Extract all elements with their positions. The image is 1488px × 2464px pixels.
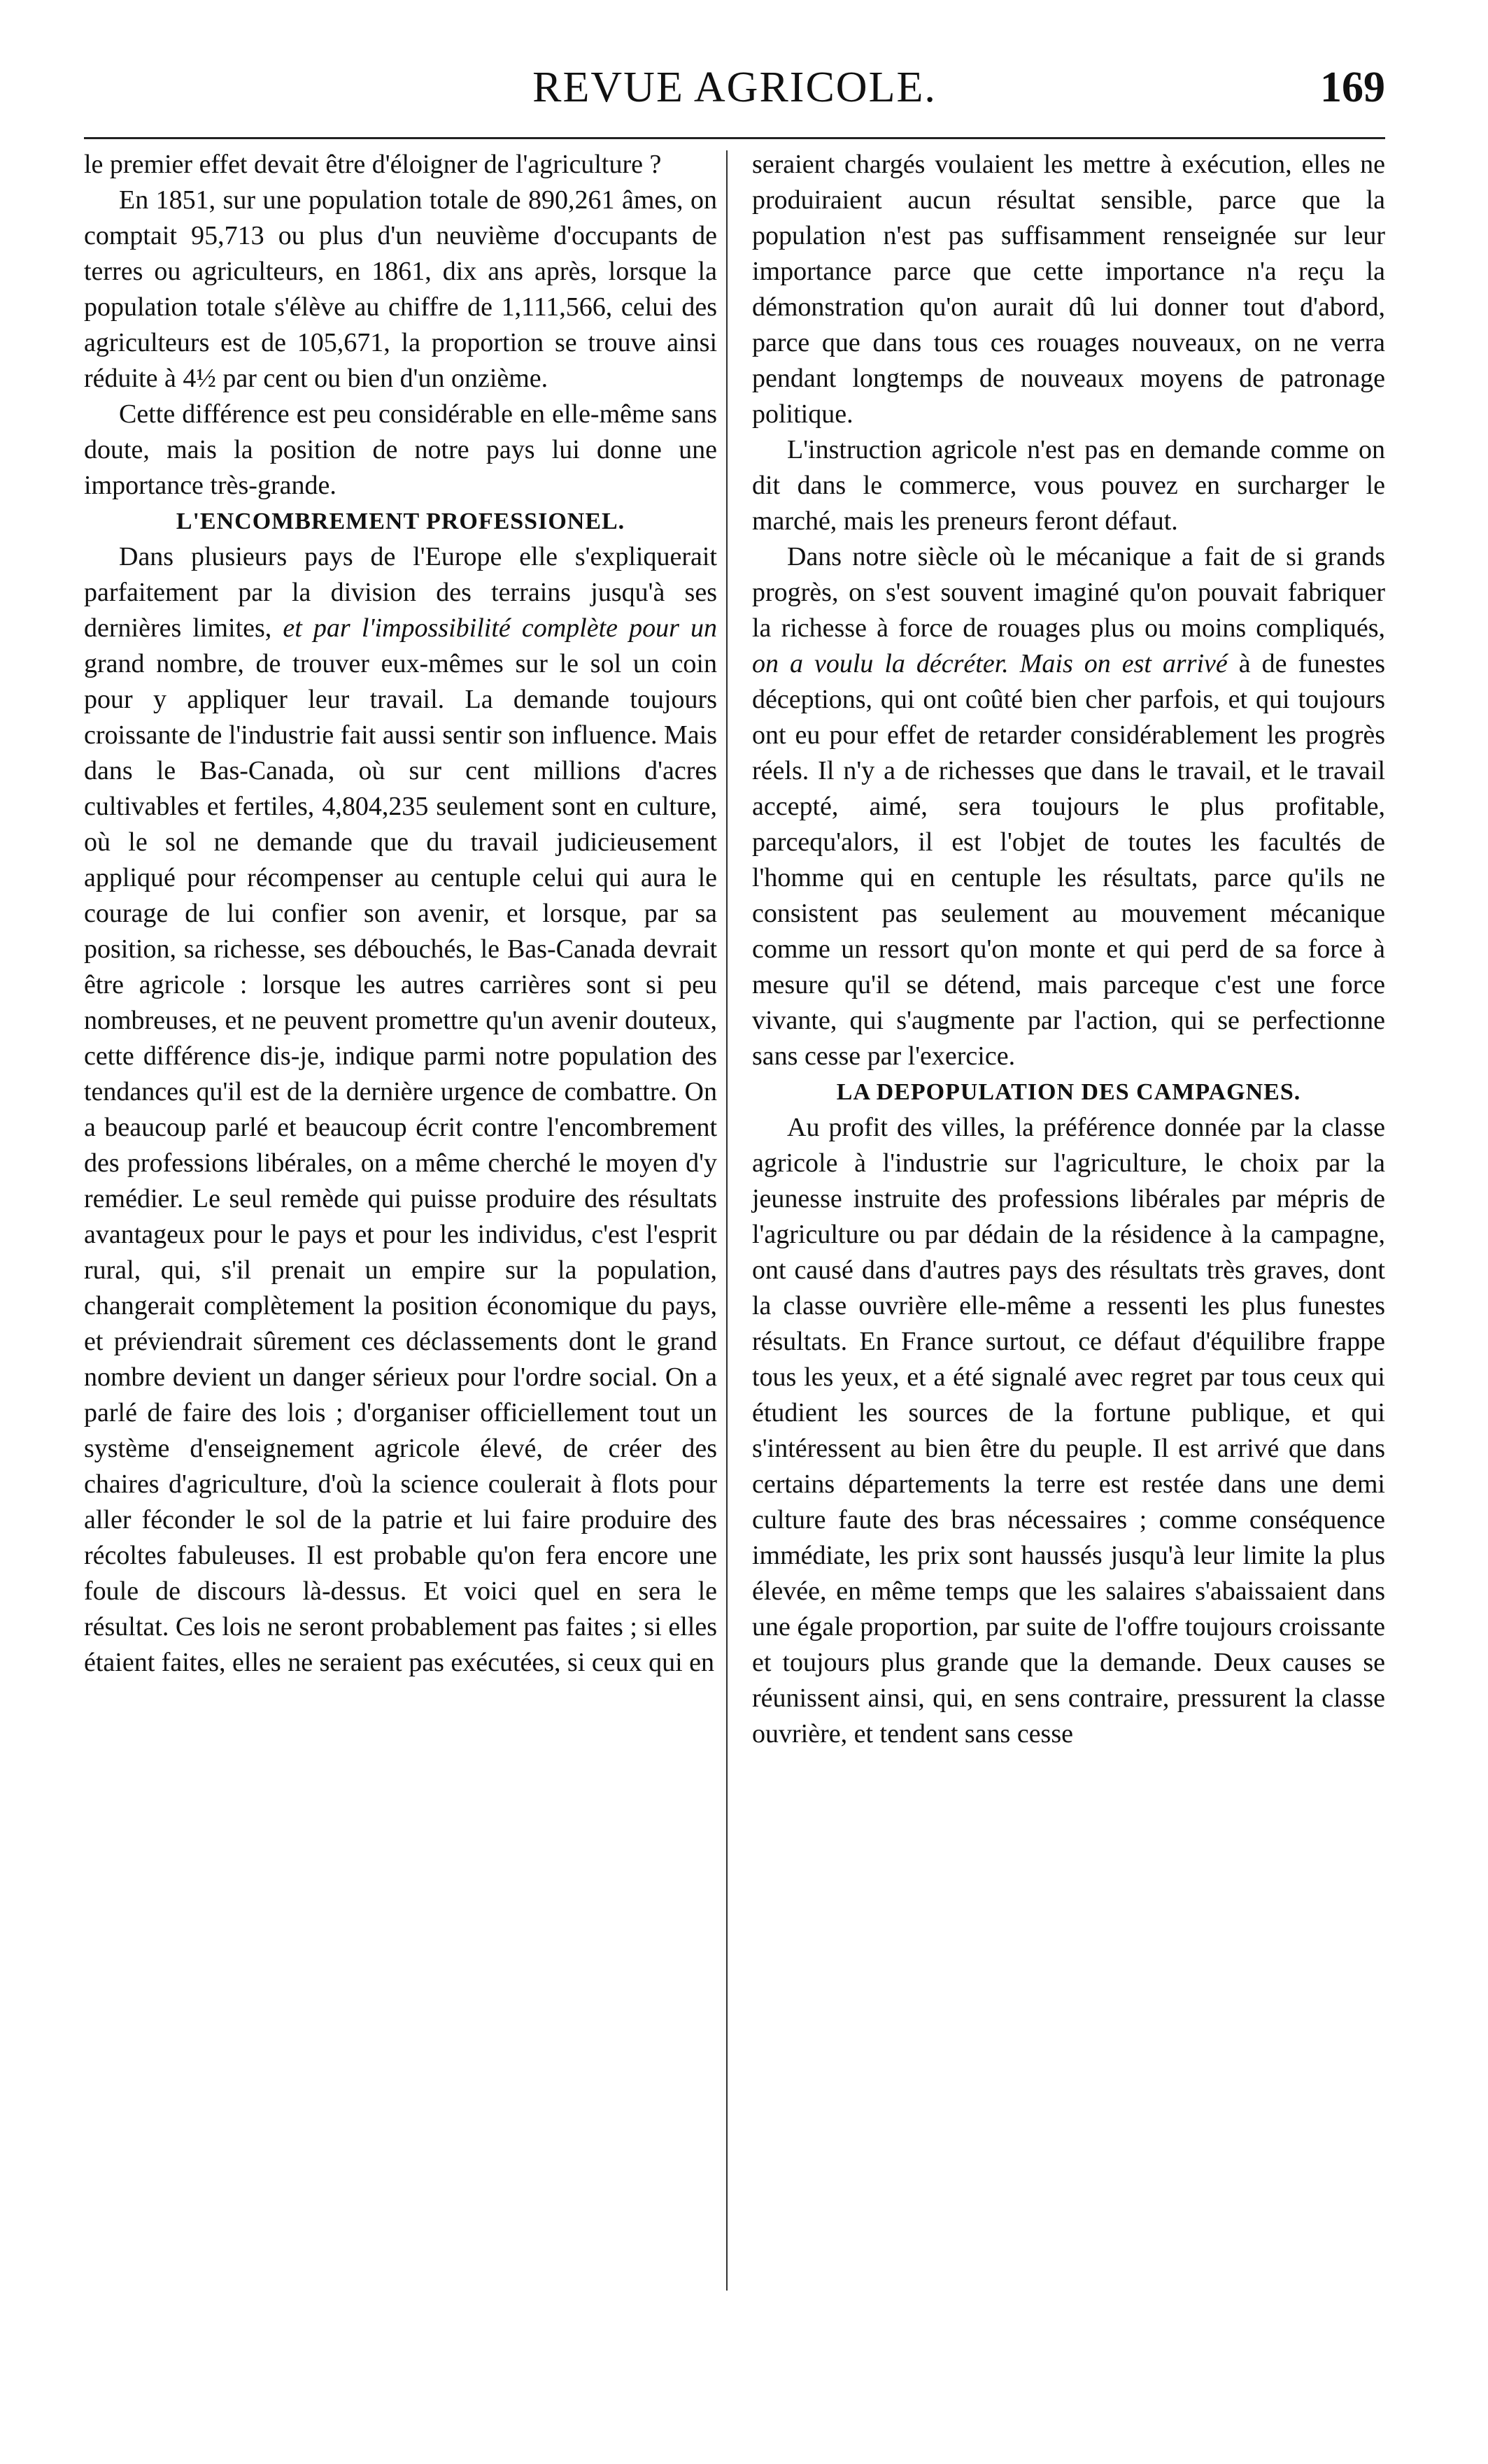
section-heading: LA DEPOPULATION DES CAMPAGNES. [836,1079,1301,1105]
text-run: Dans notre siècle où le mécanique a fait de si grands progrès, on s'est souvent imaginé qu'on pouvait fabriquer la richesse à force de rouages plus ou moins compliqués, [752,542,1385,643]
running-header [84,63,1385,119]
paragraph: Cette différence est peu considérable en elle-même sans doute, mais la position de notre pays lui donne une importance très-grande. [84,399,717,500]
text-run: grand nombre, de trouver eux-mêmes sur le sol un coin pour y appliquer leur travail. La demande toujours croissante de l'industrie fait aussi sentir son influence. Mais dans le Bas-Canada, où sur cent millions d'acres cultivables et fertiles, 4,804,235 seulement sont en culture, où le sol ne demande que du travail judicieusement appliqué pour récompenser au centuple celui qui aura le courage de lui confier son avenir, et lorsque, par sa position, sa richesse, ses débouchés, le Bas-Canada devrait être agricole : lorsque les autres carrières sont si peu nombreuses, et ne peuvent promettre qu'un avenir douteux, cette différence dis-je, indique parmi notre population des tendances qu'il est de la dernière urgence de combattre. On a beaucoup parlé et beaucoup écrit contre l'encombrement des professions libérales, on a même cherché le moyen d'y remédier. Le seul remède qui puisse produire des résultats avantageux pour le pays et pour les individus, c'est l'esprit rural, qui, s'il prenait un empire sur la population, changerait complètement la position économique du pays, et préviendrait sûrement ces déclassements dont le grand nombre devient un danger sérieux pour l'ordre social. On a parlé de faire des lois ; d'organiser officiellement tout un système d'enseignement agricole élevé, de créer des chaires d'agriculture, d'où la science coulerait à flots pour aller féconder le sol de la patrie et lui faire produire des récoltes fabuleuses. Il est probable qu'on fera encore une foule de discours là-dessus. Et voici quel en sera le résultat. Ces lois ne seront probablement pas faites ; si elles étaient faites, elles ne seraient pas exécutées, si ceux qui en [84,649,717,1677]
paragraph: L'instruction agricole n'est pas en demande comme on dit dans le commerce, vous pouvez en surcharger le marché, mais les preneurs feront défaut. [752,435,1385,536]
paragraph: seraient chargés voulaient les mettre à exécution, elles ne produiraient aucun résultat sensible, parce que la population n'est pas suffisamment renseignée sur leur importance parce que cette importance n'a reçu la démonstration qu'on aurait dû lui donner tout d'abord, parce que dans tous ces rouages nouveaux, on ne verra pendant longtemps de nouveaux moyens de patronage politique. [752,150,1385,429]
journal-title: REVUE AGRICOLE. [532,64,937,111]
paragraph [84,539,717,1681]
column-divider [726,150,728,2291]
section-heading: L'ENCOMBREMENT PROFESSIONEL. [176,508,625,534]
header-rule [84,137,1385,139]
text-run: à de funestes déceptions, qui ont coûté bien cher parfois, et qui toujours ont eu pour effet de retarder considérablement les progrès réels. Il n'y a de richesses que dans le travail, et le travail accepté, aimé, sera toujours le plus profitable, parcequ'alors, il est l'objet de toutes les facultés de l'homme qui en centuple les résultats, parce qu'ils ne consistent pas seulement au mouvement mécanique comme un ressort qu'on monte et qui perd de sa force à mesure qu'il se détend, mais parceque c'est une force vivante, qui s'augmente par l'action, qui se perfectionne sans cesse par l'exercice. [752,649,1385,1071]
paragraph: le premier effet devait être d'éloigner de l'agriculture ? [84,150,662,179]
paragraph [752,539,1385,1074]
page-number: 169 [1320,64,1385,111]
right-column [752,147,1385,1752]
paragraph: Au profit des villes, la préférence donnée par la classe agricole à l'industrie sur l'agriculture, le choix par la jeunesse instruite des professions libérales par mépris de l'agriculture ou par dédain de la résidence à la campagne, ont causé dans d'autres pays des résultats très graves, dont la classe ouvrière elle-même a ressenti les plus funestes résultats. En France surtout, ce défaut d'équilibre frappe tous les yeux, et a été signalé avec regret par tous ceux qui étudient les sources de la fortune publique, et qui s'intéressent au bien être du peuple. Il est arrivé que dans certains départements la terre est restée dans une demi culture faute des bras nécessaires ; comme conséquence immédiate, les prix sont haussés jusqu'à leur limite la plus élevée, en même temps que les salaires s'abaissaient dans une égale proportion, par suite de l'offre toujours croissante et toujours plus grande que la demande. Deux causes se réunissent ainsi, qui, en sens contraire, pressurent la classe ouvrière, et tendent sans cesse [752,1113,1385,1749]
italic-text: on a voulu la décréter. Mais on est arrivé [752,649,1228,678]
left-column [84,147,717,1681]
italic-text: et par l'impossibilité complète pour un [283,613,717,643]
paragraph: En 1851, sur une population totale de 890,261 âmes, on comptait 95,713 ou plus d'un neuvième d'occupants de terres ou agriculteurs, en 1861, dix ans après, lorsque la population totale s'élève au chiffre de 1,111,566, celui des agriculteurs est de 105,671, la proportion se trouve ainsi réduite à 4½ par cent ou bien d'un onzième. [84,185,717,393]
text-run: Dans plusieurs pays de l'Europe elle s'expliquerait parfaitement par la division des terrains jusqu'à ses dernières limites, [84,542,717,643]
